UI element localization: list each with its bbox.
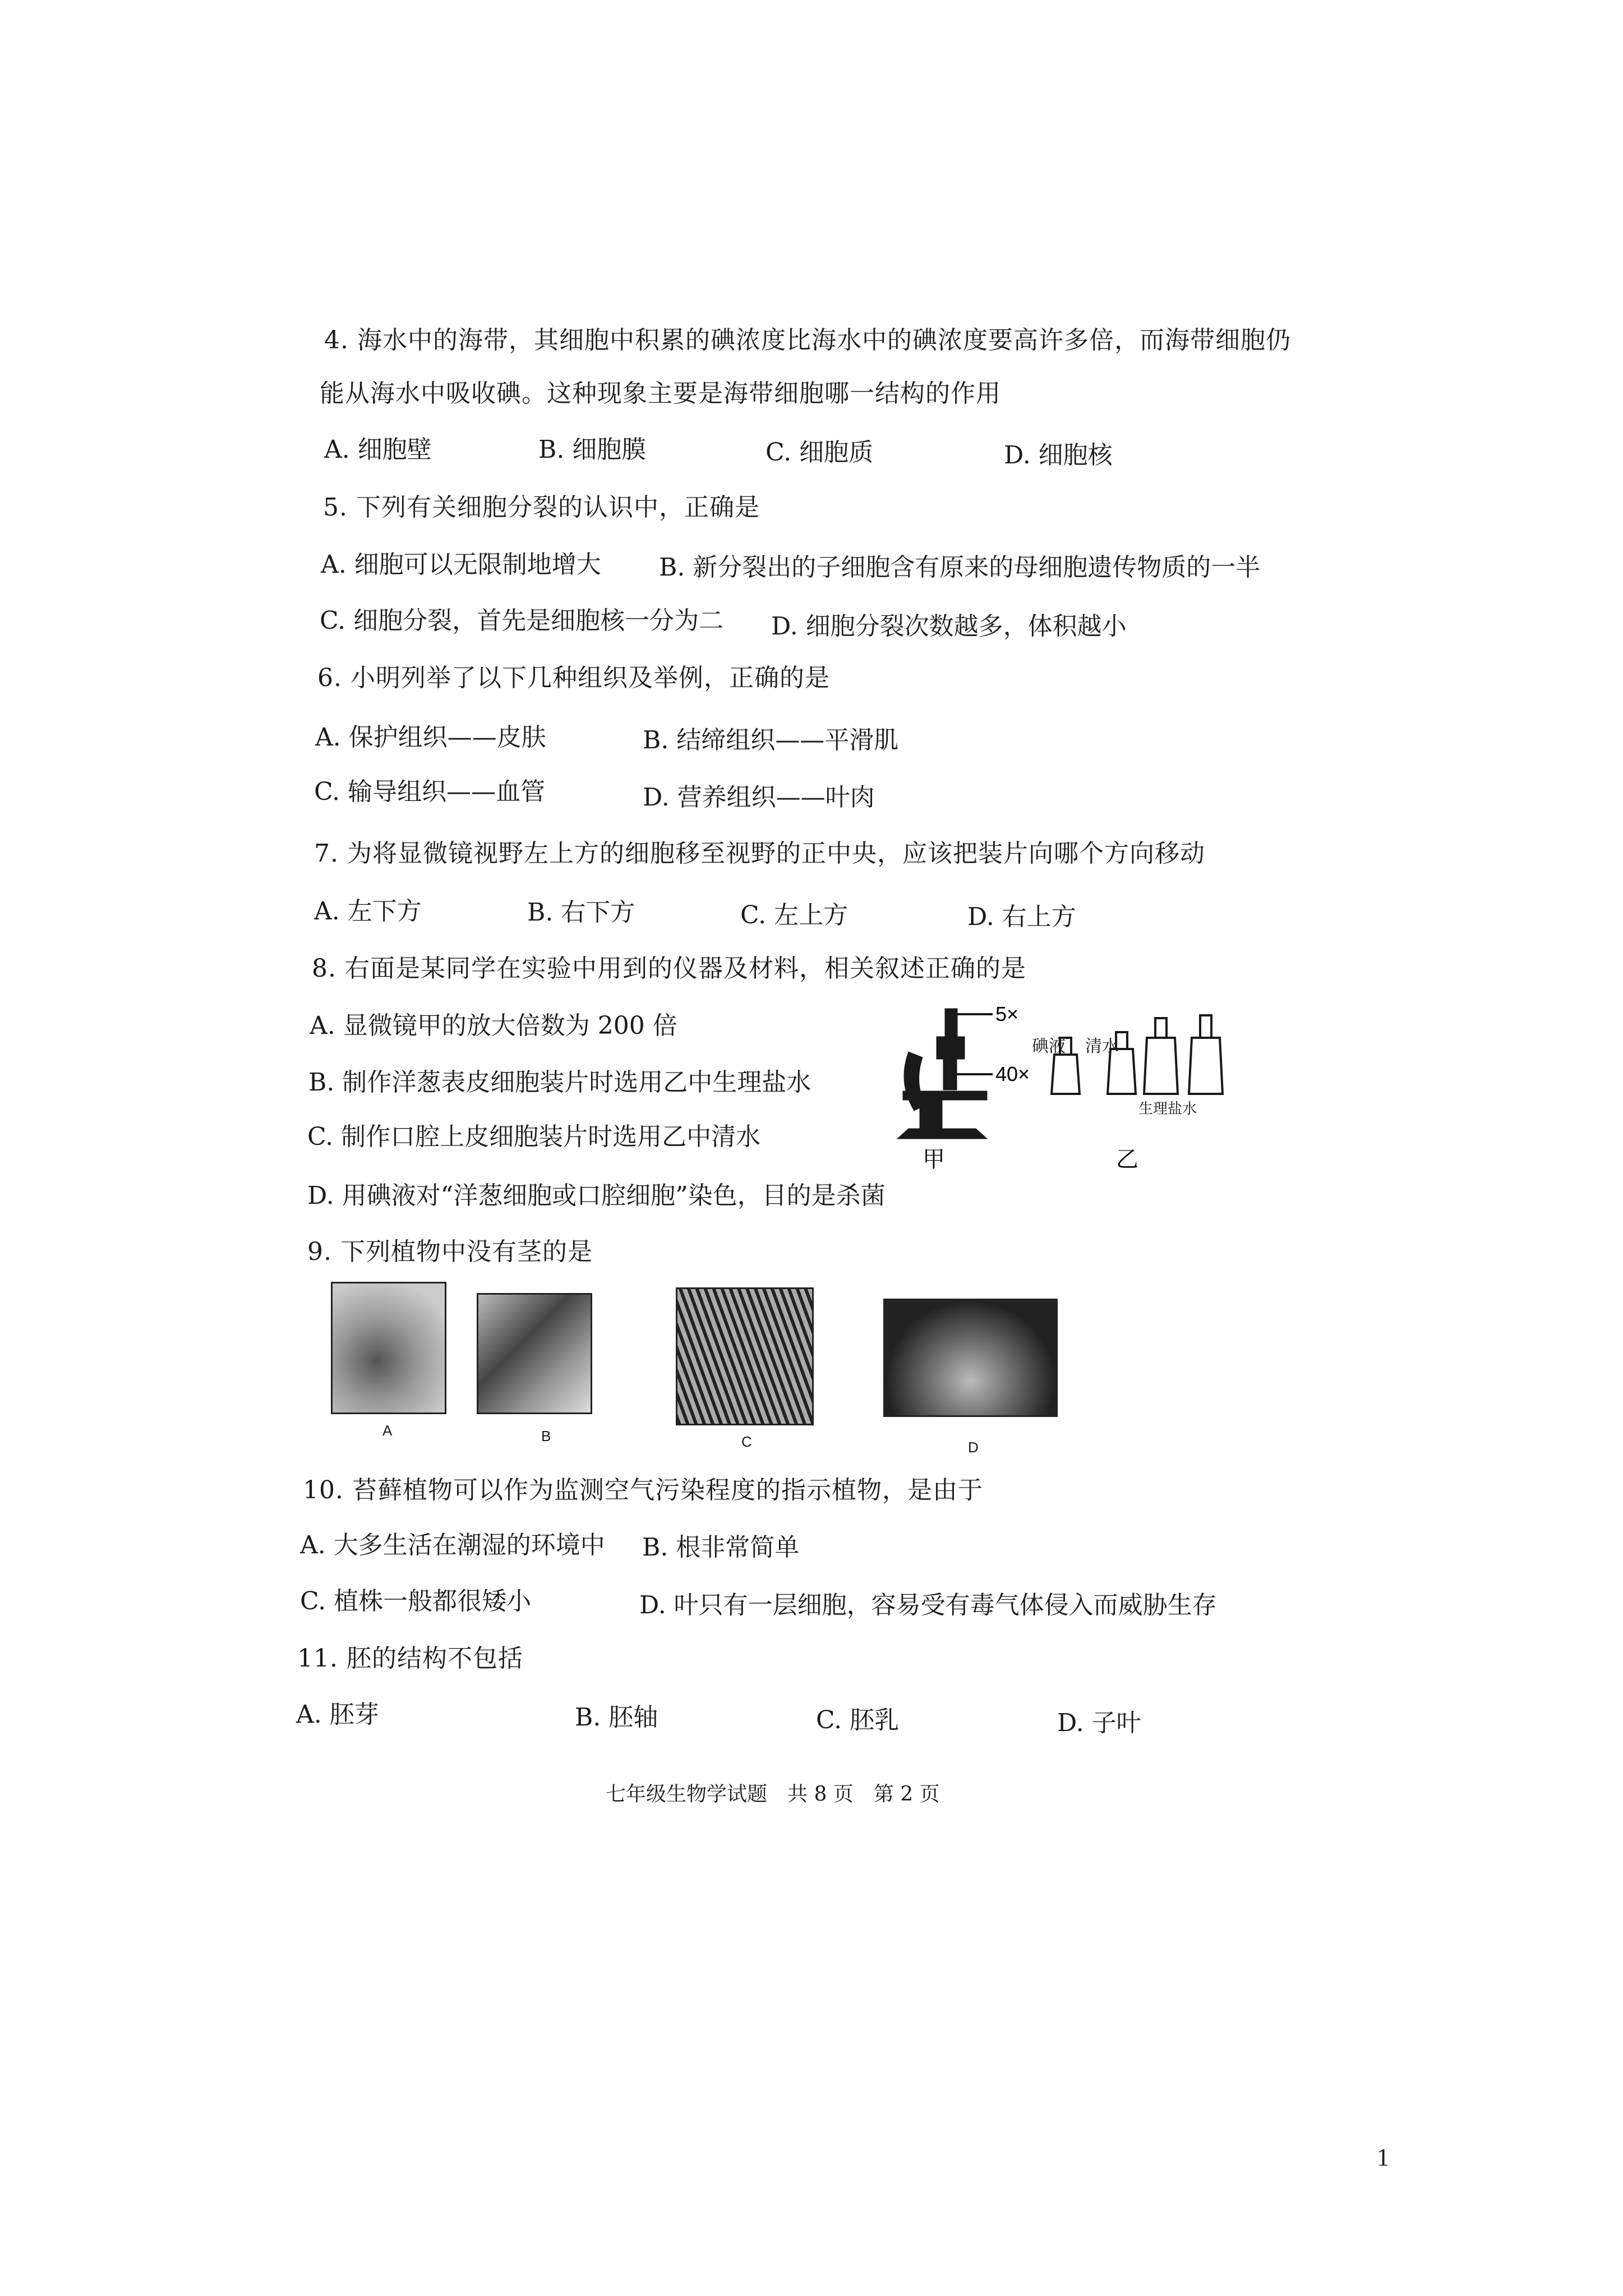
label-jia: 甲: [923, 1147, 945, 1172]
q10-option-b: B. 根非常简单: [642, 1533, 800, 1562]
bottle3-label-text: 生理盐水: [1138, 1101, 1197, 1117]
q8-option-d: D. 用碘液对“洋葱细胞或口腔细胞”染色，目的是杀菌: [307, 1181, 886, 1210]
q11-option-b: B. 胚轴: [575, 1703, 658, 1732]
plant-caption-d: D: [968, 1439, 979, 1456]
plant-photo-a: [331, 1282, 446, 1414]
microscope-and-bottles-figure: [892, 999, 1251, 1172]
q11-stem: 11. 胚的结构不包括: [297, 1644, 523, 1673]
q6-option-b: B. 结缔组织——平滑肌: [643, 726, 899, 754]
q5-option-c: C. 细胞分裂，首先是细胞核一分为二: [320, 606, 724, 635]
q9-stem: 9. 下列植物中没有茎的是: [307, 1237, 593, 1266]
q4-option-a: A. 细胞壁: [324, 435, 432, 464]
plant-caption-b: B: [541, 1428, 551, 1444]
q4-stem-line2: 能从海水中吸收碘。这种现象主要是海带细胞哪一结构的作用: [320, 379, 1001, 408]
q11-option-c: C. 胚乳: [816, 1706, 900, 1734]
q7-option-c: C. 左上方: [740, 901, 849, 930]
extra-bottle-icon: [1189, 1015, 1223, 1094]
objective-label: 40×: [995, 1062, 1030, 1085]
plant-photo-d: [883, 1299, 1058, 1417]
bottle2-label-text: 清水: [1085, 1037, 1119, 1056]
bottle3-label: [1138, 1101, 1197, 1117]
q11-option-d: D. 子叶: [1057, 1709, 1141, 1737]
page-number: 1: [1377, 2143, 1389, 2171]
saline-bottle-icon: [1144, 1018, 1178, 1094]
q11-option-a: A. 胚芽: [296, 1700, 379, 1729]
q8-option-c: C. 制作口腔上皮细胞装片时选用乙中清水: [307, 1122, 761, 1151]
q7-stem: 7. 为将显微镜视野左上方的细胞移至视野的正中央，应该把装片向哪个方向移动: [314, 839, 1205, 868]
q6-option-d: D. 营养组织——叶肉: [643, 783, 875, 812]
q10-option-a: A. 大多生活在潮湿的环境中: [300, 1531, 605, 1559]
q4-option-d: D. 细胞核: [1004, 441, 1113, 470]
q8-option-a: A. 显微镜甲的放大倍数为 200 倍: [310, 1011, 677, 1040]
q6-option-a: A. 保护组织——皮肤: [315, 723, 546, 752]
bottle1-label: [1032, 1037, 1066, 1056]
bottle2-label: [1085, 1037, 1119, 1056]
q10-option-c: C. 植株一般都很矮小: [300, 1587, 532, 1616]
q5-option-d: D. 细胞分裂次数越多，体积越小: [771, 612, 1127, 641]
page-footer: 七年级生物学试题 共 8 页 第 2 页: [606, 1783, 940, 1806]
plant-caption-c: C: [741, 1433, 752, 1450]
q10-option-d: D. 叶只有一层细胞，容易受有毒气体侵入而威胁生存: [639, 1591, 1217, 1619]
q6-stem: 6. 小明列举了以下几种组织及举例，正确的是: [317, 664, 830, 692]
plant-photo-b: [477, 1293, 592, 1414]
plant-caption-a: A: [382, 1422, 393, 1439]
q5-option-a: A. 细胞可以无限制地增大: [321, 550, 601, 579]
q7-option-d: D. 右上方: [967, 903, 1076, 931]
plant-photo-c: [676, 1287, 814, 1425]
eyepiece-label: 5×: [995, 1002, 1019, 1025]
q4-stem-line1: 4. 海水中的海带，其细胞中积累的碘浓度比海水中的碘浓度要高许多倍，而海带细胞仍: [324, 326, 1291, 355]
q5-stem: 5. 下列有关细胞分裂的认识中，正确是: [323, 493, 760, 522]
bottle1-label-text: 碘液: [1032, 1037, 1066, 1056]
q5-option-b: B. 新分裂出的子细胞含有原来的母细胞遗传物质的一半: [659, 553, 1261, 582]
microscope-icon: [897, 1009, 993, 1139]
q7-option-a: A. 左下方: [314, 897, 422, 926]
q8-option-b: B. 制作洋葱表皮细胞装片时选用乙中生理盐水: [308, 1068, 811, 1097]
q8-figure: [892, 999, 1251, 1172]
q10-stem: 10. 苔藓植物可以作为监测空气污染程度的指示植物，是由于: [303, 1476, 983, 1504]
q6-option-c: C. 输导组织——血管: [314, 777, 546, 806]
q4-option-b: B. 细胞膜: [538, 435, 647, 464]
q7-option-b: B. 右下方: [527, 898, 635, 927]
q4-option-c: C. 细胞质: [766, 438, 874, 467]
q8-stem: 8. 右面是某同学在实验中用到的仪器及材料，相关叙述正确的是: [312, 954, 1026, 983]
label-yi: 乙: [1116, 1147, 1138, 1172]
